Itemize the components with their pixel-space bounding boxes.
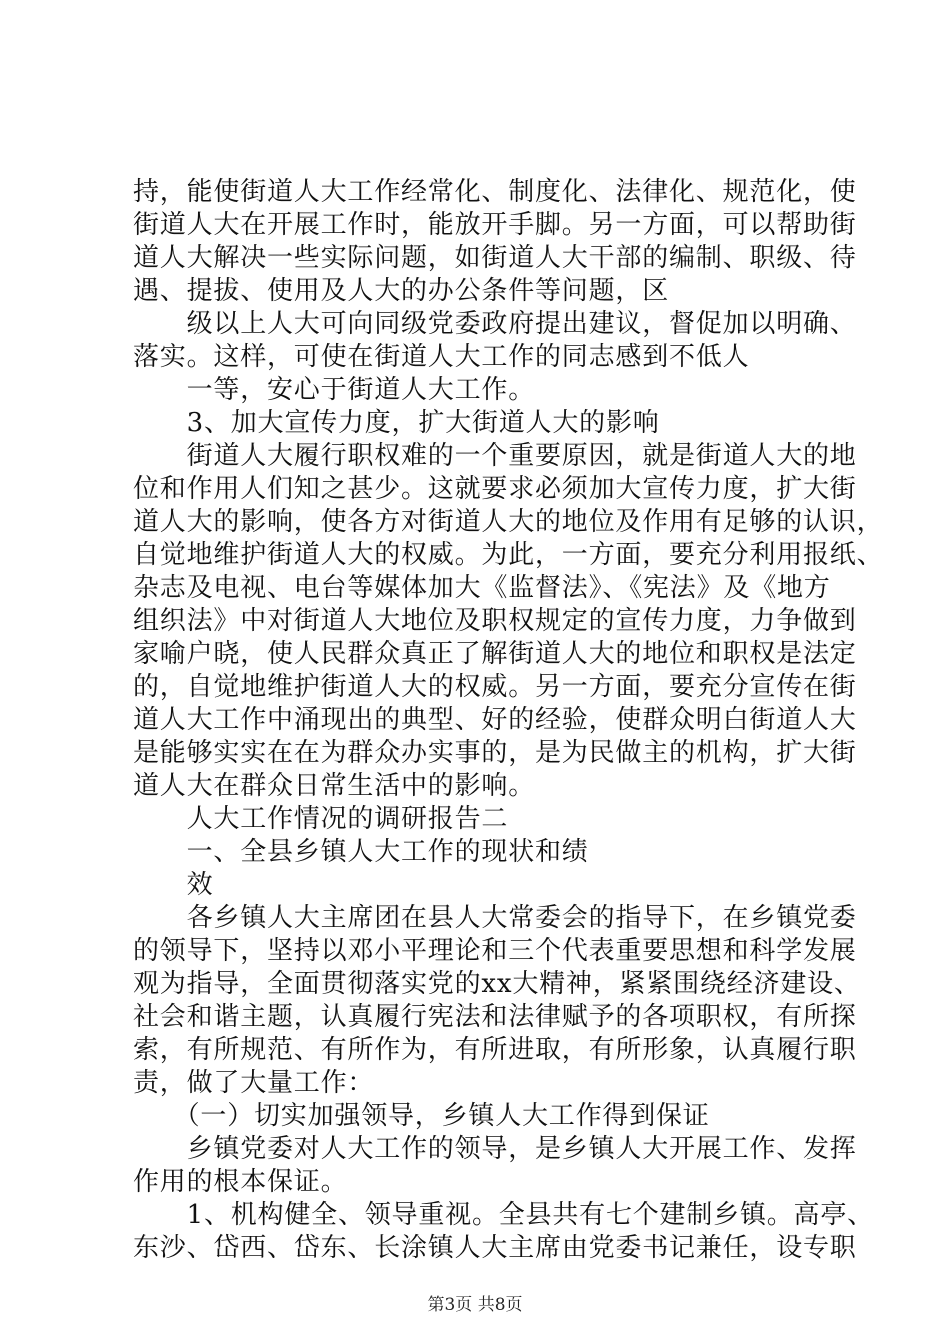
text-line: 是能够实实在在为群众办实事的，是为民做主的机构，扩大街 [133, 738, 857, 768]
text-line: 街道人大在开展工作时，能放开手脚。另一方面，可以帮助街 [133, 210, 857, 240]
text-line: 家喻户晓，使人民群众真正了解街道人大的地位和职权是法定 [133, 639, 857, 669]
text-line: 索，有所规范、有所作为，有所进取，有所形象，认真履行职 [133, 1035, 857, 1065]
page-number-footer: 第3页 共8页 [427, 1295, 523, 1315]
section-heading: 3、加大宣传力度，扩大街道人大的影响 [133, 408, 660, 438]
text-line: 社会和谐主题，认真履行宪法和法律赋予的各项职权，有所探 [133, 1002, 857, 1032]
text-line: 道人大解决一些实际问题，如街道人大干部的编制、职级、待 [133, 243, 857, 273]
text-line: 道人大在群众日常生活中的影响。 [133, 771, 536, 801]
text-line: 组织法》中对街道人大地位及职权规定的宣传力度，力争做到 [133, 606, 857, 636]
text-line: 杂志及电视、电台等媒体加大《监督法》、《宪法》及《地方 [133, 573, 831, 603]
text-line: 遇、提拔、使用及人大的办公条件等问题，区 [133, 276, 670, 306]
section-heading: （一）切实加强领导，乡镇人大工作得到保证 [133, 1101, 710, 1131]
text-line: 一等，安心于街道人大工作。 [133, 375, 536, 405]
text-line: 道人大的影响，使各方对街道人大的地位及作用有足够的认识， [133, 507, 884, 537]
text-line: 位和作用人们知之甚少。这就要求必须加大宣传力度，扩大街 [133, 474, 857, 504]
text-line: 责，做了大量工作： [133, 1068, 375, 1098]
text-line: 自觉地维护街道人大的权威。为此，一方面，要充分利用报纸、 [133, 540, 884, 570]
report-title: 人大工作情况的调研报告二 [133, 804, 509, 834]
text-line: 乡镇党委对人大工作的领导，是乡镇人大开展工作、发挥 [133, 1134, 857, 1164]
text-line: 观为指导，全面贯彻落实党的xx大精神，紧紧围绕经济建设、 [133, 969, 861, 999]
text-line: 持，能使街道人大工作经常化、制度化、法律化、规范化，使 [133, 177, 857, 207]
text-line: 街道人大履行职权难的一个重要原因，就是街道人大的地 [133, 441, 857, 471]
section-heading: 一、全县乡镇人大工作的现状和绩 [133, 837, 589, 867]
text-line: 各乡镇人大主席团在县人大常委会的指导下，在乡镇党委 [133, 903, 857, 933]
text-line: 落实。这样，可使在街道人大工作的同志感到不低人 [133, 342, 750, 372]
text-line: 的，自觉地维护街道人大的权威。另一方面，要充分宣传在街 [133, 672, 857, 702]
text-line: 道人大工作中涌现出的典型、好的经验，使群众明白街道人大 [133, 705, 857, 735]
text-line: 的领导下，坚持以邓小平理论和三个代表重要思想和科学发展 [133, 936, 857, 966]
text-line: 作用的根本保证。 [133, 1167, 348, 1197]
text-line: 级以上人大可向同级党委政府提出建议，督促加以明确、 [133, 309, 857, 339]
text-line: 东沙、岱西、岱东、长涂镇人大主席由党委书记兼任，设专职 [133, 1233, 857, 1263]
section-heading: 效 [133, 870, 214, 900]
text-line: 1、机构健全、领导重视。全县共有七个建制乡镇。高亭、 [133, 1200, 874, 1230]
